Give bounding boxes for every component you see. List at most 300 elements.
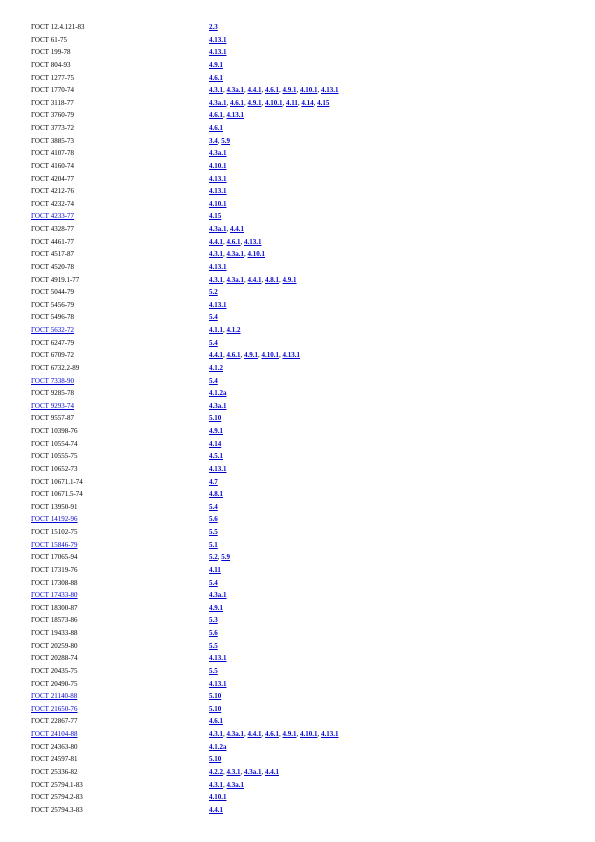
clause-link[interactable]: 4.13.1 (321, 730, 339, 738)
reference-table (31, 21, 571, 816)
standard-link[interactable]: ГОСТ 24104-88 (31, 730, 78, 738)
standard-label: ГОСТ 10671.5-74 (31, 490, 83, 499)
clause-references (209, 577, 218, 590)
clause-references (209, 59, 223, 72)
table-row (31, 728, 571, 741)
clause-references (209, 261, 227, 274)
table-row (31, 311, 571, 324)
table-row (31, 173, 571, 186)
clause-link[interactable]: 4.8.1 (265, 275, 279, 284)
clause-link[interactable]: 4.13.1 (209, 187, 227, 196)
table-row (31, 109, 571, 122)
clause-references (209, 147, 227, 160)
table-row (31, 665, 571, 678)
separator: , (240, 237, 244, 246)
standard-link[interactable]: ГОСТ 4233-77 (31, 212, 75, 221)
standard-label: ГОСТ 6247-79 (31, 338, 75, 347)
table-row (31, 501, 571, 514)
clause-references (209, 84, 339, 97)
clause-references (209, 804, 223, 817)
standard-label: ГОСТ 1770-74 (31, 86, 75, 95)
table-row (31, 400, 571, 413)
standard-label: ГОСТ 18300-87 (31, 603, 78, 612)
clause-references (209, 97, 329, 110)
clause-references (209, 185, 227, 198)
clause-references (209, 602, 223, 615)
separator: , (244, 86, 248, 95)
clause-link[interactable]: 4.9.1 (282, 275, 297, 284)
table-row (31, 703, 571, 716)
clause-link[interactable]: 4.6.1 (265, 86, 279, 95)
separator: , (279, 351, 283, 360)
table-row (31, 652, 571, 665)
standard-label: ГОСТ 61-75 (31, 35, 68, 44)
clause-references (209, 274, 297, 287)
table-row (31, 779, 571, 792)
standard-label: ГОСТ 10398-76 (31, 427, 78, 435)
separator: , (261, 730, 265, 738)
separator: , (296, 730, 300, 738)
standard-label: ГОСТ 12.4.121-83 (31, 23, 85, 31)
clause-references (209, 412, 221, 425)
separator: , (297, 98, 302, 107)
clause-link[interactable]: 4.13.1 (226, 111, 244, 120)
table-row (31, 21, 571, 34)
clause-references (209, 387, 227, 400)
clause-link[interactable]: 4.13.1 (209, 300, 227, 309)
standard-label: ГОСТ 17319-76 (31, 565, 78, 574)
clause-link[interactable]: 5.5 (209, 666, 218, 675)
separator: , (261, 275, 265, 284)
clause-link[interactable]: 4.13.1 (209, 654, 227, 663)
clause-link[interactable]: 5.1 (209, 540, 218, 549)
table-row (31, 274, 571, 287)
clause-references (209, 337, 218, 350)
standard-label: ГОСТ 4107-78 (31, 149, 75, 158)
separator: , (217, 553, 222, 562)
standard-label: ГОСТ 4204-77 (31, 174, 75, 183)
table-row (31, 690, 571, 703)
clause-references (209, 349, 300, 362)
standard-link[interactable]: ГОСТ 14192-96 (31, 515, 78, 524)
table-row (31, 375, 571, 388)
clause-link[interactable]: 4.4.1 (247, 275, 262, 284)
clause-link[interactable]: 3.4 (209, 136, 218, 145)
clause-link[interactable]: 4.7 (209, 477, 218, 486)
clause-link[interactable]: 5.4 (209, 338, 218, 347)
table-row (31, 551, 571, 564)
table-row (31, 640, 571, 653)
clause-link[interactable]: 5.2 (209, 553, 218, 562)
clause-link[interactable]: 4.3а.1 (226, 780, 244, 789)
standard-label: ГОСТ 6732.2-89 (31, 363, 80, 372)
table-row (31, 34, 571, 47)
separator: , (226, 225, 230, 233)
clause-references (209, 715, 223, 728)
clause-link[interactable]: 4.6.1 (230, 98, 244, 107)
clause-link[interactable]: 5.4 (209, 502, 218, 511)
clause-link[interactable]: 4.13.1 (209, 174, 227, 183)
clause-link[interactable]: 4.10.1 (265, 98, 283, 107)
standard-label: ГОСТ 22867-77 (31, 717, 78, 726)
clause-link[interactable]: 4.10.1 (300, 86, 318, 95)
clause-link[interactable]: 4.14 (301, 98, 314, 107)
separator: , (261, 86, 265, 95)
table-row (31, 678, 571, 691)
standard-label: ГОСТ 20288-74 (31, 654, 78, 663)
clause-link[interactable]: 4.13.1 (209, 262, 227, 271)
clause-references (209, 665, 218, 678)
clause-references (209, 526, 218, 539)
clause-references (209, 652, 227, 665)
clause-link[interactable]: 4.2.2 (209, 767, 223, 776)
clause-link[interactable]: 4.9.1 (244, 351, 258, 360)
standard-label: ГОСТ 20435-75 (31, 666, 78, 675)
separator: , (279, 275, 283, 284)
standard-label: ГОСТ 4328-77 (31, 225, 75, 233)
clause-link[interactable]: 4.11 (286, 98, 298, 107)
standard-label: ГОСТ 18573-86 (31, 616, 78, 625)
table-row (31, 425, 571, 438)
clause-link[interactable]: 4.4.1 (209, 351, 223, 360)
separator: , (261, 98, 265, 107)
clause-references (209, 210, 221, 223)
table-row (31, 627, 571, 640)
clause-references (209, 425, 223, 438)
clause-references (209, 678, 227, 691)
table-row (31, 59, 571, 72)
standard-label: ГОСТ 19433-88 (31, 629, 78, 637)
standard-link[interactable]: ГОСТ 21140-88 (31, 692, 78, 701)
clause-link[interactable]: 4.3.1 (209, 275, 223, 284)
clause-references (209, 627, 218, 640)
clause-link[interactable]: 4.6.1 (209, 111, 223, 120)
standard-label: ГОСТ 1277-75 (31, 73, 75, 82)
clause-references (209, 766, 279, 779)
clause-link[interactable]: 4.3а.1 (209, 98, 227, 107)
clause-link[interactable]: 5.6 (209, 629, 218, 637)
separator: , (279, 86, 283, 95)
clause-references (209, 450, 223, 463)
clause-link[interactable]: 4.9.1 (209, 60, 223, 69)
standard-label: ГОСТ 10652-73 (31, 464, 78, 473)
table-row (31, 160, 571, 173)
separator: , (261, 767, 265, 776)
clause-link[interactable]: 4.10.1 (209, 793, 227, 802)
standard-link[interactable]: ГОСТ 15846-79 (31, 540, 78, 549)
separator: , (223, 250, 227, 259)
standard-link[interactable]: ГОСТ 7338-90 (31, 376, 75, 385)
table-row (31, 614, 571, 627)
clause-link[interactable]: 4.3а.1 (209, 225, 227, 233)
clause-references (209, 135, 230, 148)
clause-link[interactable]: 4.3а.1 (209, 591, 227, 600)
clause-link[interactable]: 4.10.1 (261, 351, 279, 360)
clause-references (209, 501, 218, 514)
clause-link[interactable]: 4.9.1 (209, 427, 223, 435)
clause-link[interactable]: 4.11 (209, 565, 221, 574)
table-row (31, 135, 571, 148)
table-row (31, 741, 571, 754)
standard-link[interactable]: ГОСТ 21650-76 (31, 704, 78, 713)
clause-link[interactable]: 4.3а.1 (244, 767, 262, 776)
clause-link[interactable]: 4.6.1 (209, 717, 223, 726)
clause-references (209, 488, 223, 501)
clause-link[interactable]: 4.1.2а (209, 389, 227, 398)
standard-label: ГОСТ 25336-82 (31, 767, 78, 776)
table-row (31, 324, 571, 337)
clause-link[interactable]: 5.3 (209, 616, 218, 625)
clause-link[interactable]: 4.3а.1 (226, 86, 244, 95)
separator: , (223, 730, 227, 738)
clause-link[interactable]: 4.1.1 (209, 326, 223, 334)
separator: , (282, 98, 286, 107)
separator: , (223, 275, 227, 284)
table-row (31, 362, 571, 375)
clause-references (209, 400, 227, 413)
standard-label: ГОСТ 4160-74 (31, 161, 75, 170)
clause-link[interactable]: 4.6.1 (226, 351, 241, 360)
clause-link[interactable]: 4.8.1 (209, 490, 223, 499)
table-row (31, 223, 571, 236)
standard-label: ГОСТ 5044-79 (31, 288, 75, 297)
clause-references (209, 741, 227, 754)
clause-link[interactable]: 4.9.1 (282, 86, 297, 95)
standard-label: ГОСТ 9285-78 (31, 389, 75, 398)
table-row (31, 412, 571, 425)
clause-references (209, 21, 218, 34)
clause-link[interactable]: 4.1.2 (226, 326, 241, 334)
clause-link[interactable]: 5.4 (209, 376, 218, 385)
clause-link[interactable]: 4.3.1 (209, 730, 223, 738)
table-row (31, 577, 571, 590)
clause-link[interactable]: 4.3а.1 (226, 275, 244, 284)
clause-link[interactable]: 5.10 (209, 755, 222, 764)
table-row (31, 463, 571, 476)
clause-link[interactable]: 4.1.2 (209, 363, 223, 372)
table-row (31, 804, 571, 817)
clause-link[interactable]: 4.4.1 (230, 225, 244, 233)
standard-label: ГОСТ 20490-75 (31, 679, 78, 688)
clause-references (209, 728, 339, 741)
clause-link[interactable]: 5.10 (209, 414, 222, 423)
clause-link[interactable]: 4.13.1 (209, 679, 227, 688)
clause-link[interactable]: 5.9 (221, 136, 230, 145)
clause-references (209, 779, 244, 792)
table-row (31, 337, 571, 350)
standard-label: ГОСТ 4461-77 (31, 237, 75, 246)
clause-link[interactable]: 4.3.1 (209, 250, 223, 259)
table-row (31, 84, 571, 97)
separator: , (317, 86, 321, 95)
clause-link[interactable]: 4.15 (317, 98, 330, 107)
clause-link[interactable]: 4.9.1 (282, 730, 297, 738)
clause-references (209, 223, 244, 236)
standard-label: ГОСТ 20259-80 (31, 641, 78, 650)
standard-label: ГОСТ 17308-88 (31, 578, 78, 587)
clause-link[interactable]: 4.13.1 (209, 464, 227, 473)
clause-link[interactable]: 5.10 (209, 704, 222, 713)
clause-link[interactable]: 4.10.1 (209, 161, 227, 170)
standard-label: ГОСТ 3760-79 (31, 111, 75, 120)
clause-link[interactable]: 4.13.1 (321, 86, 339, 95)
clause-link[interactable]: 4.10.1 (209, 199, 227, 208)
separator: , (223, 326, 227, 334)
table-row (31, 122, 571, 135)
clause-link[interactable]: 4.3.1 (209, 780, 223, 789)
separator: , (223, 780, 227, 789)
standard-label: ГОСТ 4520-78 (31, 262, 75, 271)
standard-label: ГОСТ 4212-76 (31, 187, 75, 196)
table-row (31, 766, 571, 779)
clause-link[interactable]: 4.4.1 (247, 86, 262, 95)
table-row (31, 564, 571, 577)
standard-link[interactable]: ГОСТ 5632-72 (31, 326, 75, 334)
clause-references (209, 72, 223, 85)
clause-link[interactable]: 4.9.1 (209, 603, 223, 612)
clause-link[interactable]: 4.3а.1 (226, 730, 244, 738)
clause-link[interactable]: 4.3.1 (226, 767, 241, 776)
clause-link[interactable]: 4.6.1 (209, 124, 223, 132)
clause-link[interactable]: 4.14 (209, 439, 222, 448)
clause-link[interactable]: 4.3.1 (209, 86, 223, 95)
standard-label: ГОСТ 25794.2-83 (31, 793, 83, 802)
clause-references (209, 236, 262, 249)
clause-references (209, 614, 218, 627)
table-row (31, 602, 571, 615)
clause-references (209, 286, 218, 299)
standard-label: ГОСТ 25794.1-83 (31, 780, 83, 789)
separator: , (317, 730, 321, 738)
clause-link[interactable]: 4.13.1 (282, 351, 300, 360)
clause-link[interactable]: 4.10.1 (247, 250, 265, 259)
table-row (31, 185, 571, 198)
standard-label: ГОСТ 10555-75 (31, 452, 78, 461)
clause-references (209, 539, 218, 552)
clause-link[interactable]: 4.4.1 (209, 805, 223, 814)
clause-link[interactable]: 5.2 (209, 288, 218, 297)
clause-link[interactable]: 4.6.1 (226, 237, 241, 246)
clause-references (209, 640, 218, 653)
clause-references (209, 463, 227, 476)
clause-references (209, 438, 221, 451)
table-row (31, 147, 571, 160)
separator: , (240, 351, 244, 360)
separator: , (279, 730, 283, 738)
separator: , (240, 767, 244, 776)
separator: , (223, 767, 227, 776)
separator: , (244, 730, 248, 738)
clause-references (209, 198, 227, 211)
table-row (31, 450, 571, 463)
clause-link[interactable]: 4.5.1 (209, 452, 223, 461)
standard-link[interactable]: ГОСТ 17433-80 (31, 591, 78, 600)
table-row (31, 488, 571, 501)
clause-references (209, 248, 265, 261)
clause-link[interactable]: 4.13.1 (209, 35, 227, 44)
clause-references (209, 476, 218, 489)
standard-label: ГОСТ 6709-72 (31, 351, 75, 360)
table-row (31, 753, 571, 766)
table-row (31, 539, 571, 552)
separator: , (217, 136, 222, 145)
standard-label: ГОСТ 4919.1-77 (31, 275, 80, 284)
standard-label: ГОСТ 17065-94 (31, 553, 78, 562)
clause-link[interactable]: 4.3а.1 (209, 401, 227, 410)
standard-label: ГОСТ 10554-74 (31, 439, 78, 448)
standard-label: ГОСТ 10671.1-74 (31, 477, 83, 486)
table-row (31, 715, 571, 728)
separator: , (244, 250, 248, 259)
clause-references (209, 703, 221, 716)
standard-label: ГОСТ 4517-87 (31, 250, 75, 259)
clause-references (209, 109, 244, 122)
separator: , (223, 237, 227, 246)
clause-link[interactable]: 4.10.1 (300, 730, 318, 738)
clause-link[interactable]: 4.6.1 (209, 73, 223, 82)
separator: , (226, 98, 230, 107)
standard-label: ГОСТ 24363-80 (31, 742, 78, 751)
clause-link[interactable]: 4.6.1 (265, 730, 279, 738)
clause-link[interactable]: 4.4.1 (209, 237, 223, 246)
separator: , (223, 111, 227, 120)
clause-link[interactable]: 4.9.1 (247, 98, 262, 107)
standard-label: ГОСТ 3118-77 (31, 98, 74, 107)
clause-link[interactable]: 4.4.1 (265, 767, 279, 776)
clause-link[interactable]: 4.13.1 (244, 237, 262, 246)
table-row (31, 387, 571, 400)
standard-label: ГОСТ 24597-81 (31, 755, 78, 764)
clause-references (209, 122, 223, 135)
clause-link[interactable]: 2.3 (209, 23, 218, 31)
clause-link[interactable]: 5.4 (209, 313, 218, 322)
standard-label: ГОСТ 4232-74 (31, 199, 75, 208)
clause-link[interactable]: 4.3а.1 (226, 250, 244, 259)
clause-link[interactable]: 5.9 (221, 553, 230, 562)
clause-link[interactable]: 5.6 (209, 515, 218, 524)
standard-link[interactable]: ГОСТ 9293-74 (31, 401, 75, 410)
clause-link[interactable]: 4.1.2а (209, 742, 227, 751)
standard-label: ГОСТ 5456-79 (31, 300, 75, 309)
clause-references (209, 791, 227, 804)
table-row (31, 299, 571, 312)
table-row (31, 248, 571, 261)
clause-references (209, 690, 221, 703)
clause-references (209, 513, 218, 526)
clause-link[interactable]: 5.5 (209, 641, 218, 650)
clause-link[interactable]: 4.4.1 (247, 730, 262, 738)
clause-link[interactable]: 5.10 (209, 692, 222, 701)
clause-references (209, 375, 218, 388)
table-row (31, 791, 571, 804)
table-row (31, 236, 571, 249)
clause-link[interactable]: 5.4 (209, 578, 218, 587)
standard-label: ГОСТ 25794.3-83 (31, 805, 83, 814)
clause-references (209, 551, 230, 564)
clause-link[interactable]: 4.15 (209, 212, 222, 221)
standard-label: ГОСТ 9557-87 (31, 414, 75, 423)
clause-link[interactable]: 4.13.1 (209, 48, 227, 57)
table-row (31, 438, 571, 451)
table-row (31, 589, 571, 602)
table-row (31, 198, 571, 211)
table-row (31, 72, 571, 85)
clause-link[interactable]: 5.5 (209, 528, 218, 536)
separator: , (244, 98, 248, 107)
clause-link[interactable]: 4.3а.1 (209, 149, 227, 158)
table-row (31, 261, 571, 274)
separator: , (296, 86, 300, 95)
